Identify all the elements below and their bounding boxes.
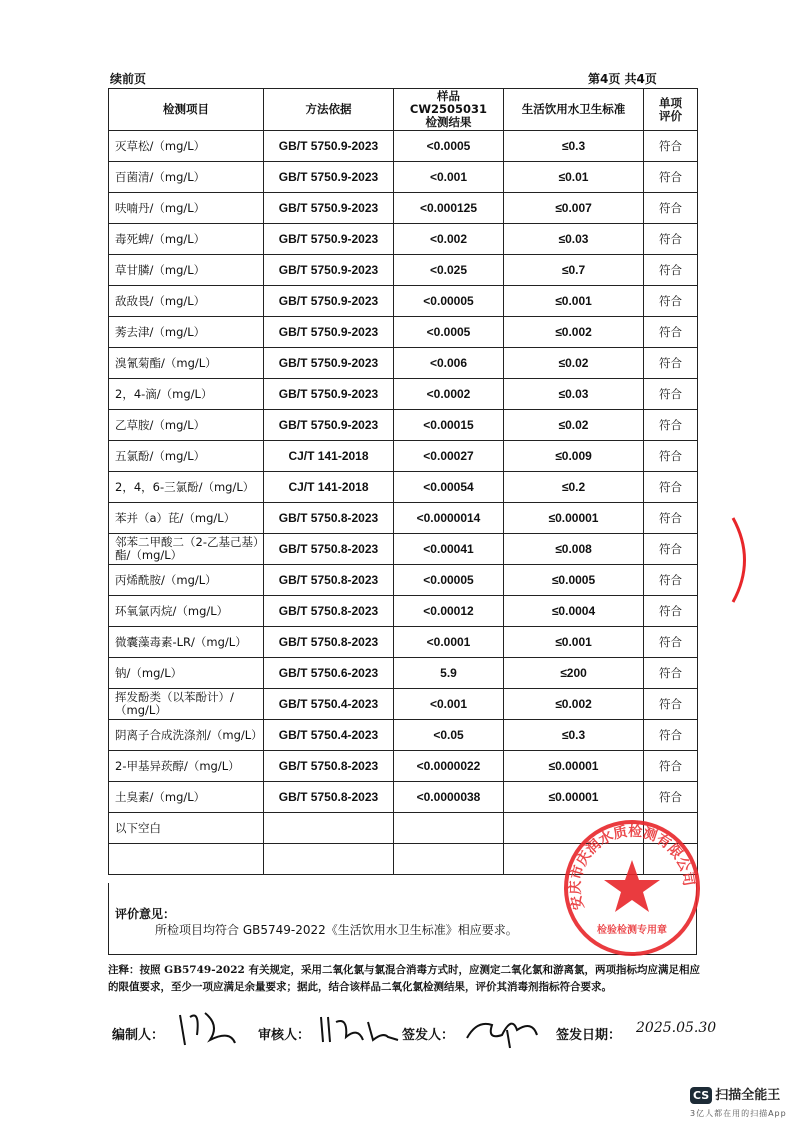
table-cell-meth: GB/T 5750.9-2023 [264, 162, 394, 193]
table-cell-std: ≤0.00001 [504, 503, 644, 534]
table-cell-std: ≤0.3 [504, 720, 644, 751]
table-cell-res: <0.0005 [394, 131, 504, 162]
svg-text:检验检测专用章: 检验检测专用章 [597, 925, 667, 936]
note-text: 注释：按照 GB5749-2022 有关规定，采用二氧化氯与氯混合消毒方式时，应测定二氧化氯和游离氯，两项指标均应满足相应的限值要求，至少一项应满足余量要求；据此，结合该样品二氧化氯检测结果，评价其消毒剂指标符合要求。 [108, 964, 700, 993]
table-cell-res: <0.0000022 [394, 751, 504, 782]
table-cell-meth: GB/T 5750.9-2023 [264, 131, 394, 162]
table-cell-std: ≤0.02 [504, 410, 644, 441]
table-row [109, 627, 698, 658]
table-row [109, 162, 698, 193]
table-row [109, 720, 698, 751]
table-cell-meth: GB/T 5750.9-2023 [264, 286, 394, 317]
table-cell-eval: 符合 [644, 255, 698, 286]
table-cell-item: 微囊藻毒素-LR/（mg/L） [109, 627, 264, 658]
table-cell-eval: 符合 [644, 658, 698, 689]
table-cell-res [394, 844, 504, 875]
table-cell-std: ≤0.007 [504, 193, 644, 224]
table-cell-std: ≤0.009 [504, 441, 644, 472]
table-cell-item: 苯并（a）芘/（mg/L） [109, 503, 264, 534]
table-cell-res: <0.00012 [394, 596, 504, 627]
table-cell-res: <0.001 [394, 162, 504, 193]
table-cell-meth: GB/T 5750.9-2023 [264, 193, 394, 224]
reviewer-label: 审核人： [258, 1028, 311, 1043]
table-cell-eval: 符合 [644, 317, 698, 348]
table-cell-eval: 符合 [644, 162, 698, 193]
table-cell-eval: 符合 [644, 720, 698, 751]
camscanner-logo: CS [690, 1087, 712, 1104]
table-row [109, 255, 698, 286]
table-row [109, 782, 698, 813]
table-cell-meth: GB/T 5750.6-2023 [264, 658, 394, 689]
table-cell-eval: 符合 [644, 410, 698, 441]
issuer-signature [462, 1010, 542, 1050]
table-cell-std: ≤0.3 [504, 131, 644, 162]
table-cell-std: ≤0.002 [504, 689, 644, 720]
table-row [109, 534, 698, 565]
table-cell-meth: GB/T 5750.8-2023 [264, 627, 394, 658]
table-cell-item: 敌敌畏/（mg/L） [109, 286, 264, 317]
table-cell-std: ≤0.7 [504, 255, 644, 286]
table-cell-std: ≤0.0004 [504, 596, 644, 627]
table-row [109, 348, 698, 379]
table-cell-eval: 符合 [644, 782, 698, 813]
column-header: 检测项目 [109, 89, 264, 131]
table-cell-res: <0.00015 [394, 410, 504, 441]
official-stamp [562, 818, 702, 958]
table-cell-meth: GB/T 5750.8-2023 [264, 751, 394, 782]
table-cell-eval: 符合 [644, 751, 698, 782]
table-cell-meth: GB/T 5750.9-2023 [264, 255, 394, 286]
editor-signature [175, 1005, 245, 1050]
table-row [109, 472, 698, 503]
continued-label: 续前页 [110, 72, 147, 86]
table-cell-res: <0.001 [394, 689, 504, 720]
table-cell-meth: GB/T 5750.9-2023 [264, 317, 394, 348]
table-cell-eval: 符合 [644, 596, 698, 627]
table-row [109, 224, 698, 255]
table-cell-eval: 符合 [644, 224, 698, 255]
table-cell-eval: 符合 [644, 565, 698, 596]
seam-stamp-mark [728, 515, 758, 605]
table-cell-item: 2-甲基异莰醇/（mg/L） [109, 751, 264, 782]
table-cell-res: <0.0005 [394, 317, 504, 348]
table-row [109, 689, 698, 720]
table-cell-std: ≤0.001 [504, 627, 644, 658]
table-cell-res [394, 813, 504, 844]
table-cell-meth: GB/T 5750.4-2023 [264, 720, 394, 751]
table-row [109, 441, 698, 472]
table-cell-res: <0.002 [394, 224, 504, 255]
table-cell-item: 阴离子合成洗涤剂/（mg/L） [109, 720, 264, 751]
table-cell-item: 灭草松/（mg/L） [109, 131, 264, 162]
svg-text:安庆市庆润水质检测有限公司: 安庆市庆润水质检测有限公司 [567, 823, 697, 912]
table-cell-item: 钠/（mg/L） [109, 658, 264, 689]
table-cell-res: <0.00005 [394, 286, 504, 317]
table-cell-eval: 符合 [644, 627, 698, 658]
table-cell-item: 2，4-滴/（mg/L） [109, 379, 264, 410]
table-cell-item: 莠去津/（mg/L） [109, 317, 264, 348]
table-cell-res: <0.025 [394, 255, 504, 286]
table-cell-item: 溴氰菊酯/（mg/L） [109, 348, 264, 379]
editor-label: 编制人： [112, 1028, 165, 1043]
table-row [109, 410, 698, 441]
table-cell-res: <0.0001 [394, 627, 504, 658]
table-cell-eval: 符合 [644, 503, 698, 534]
table-cell-meth: GB/T 5750.9-2023 [264, 410, 394, 441]
table-cell-eval: 符合 [644, 472, 698, 503]
table-cell-item: 草甘膦/（mg/L） [109, 255, 264, 286]
table-cell-std: ≤0.01 [504, 162, 644, 193]
table-row [109, 286, 698, 317]
date-label: 签发日期： [556, 1028, 622, 1043]
table-cell-item: 呋喃丹/（mg/L） [109, 193, 264, 224]
table-cell-std: ≤0.2 [504, 472, 644, 503]
table-cell-item: 毒死蜱/（mg/L） [109, 224, 264, 255]
table-cell-res: <0.0000014 [394, 503, 504, 534]
table-row [109, 193, 698, 224]
table-row [109, 317, 698, 348]
table-cell-item: 百菌清/（mg/L） [109, 162, 264, 193]
table-cell-res: <0.05 [394, 720, 504, 751]
table-cell-meth: GB/T 5750.9-2023 [264, 224, 394, 255]
table-cell-item: 丙烯酰胺/（mg/L） [109, 565, 264, 596]
table-row [109, 131, 698, 162]
table-cell-eval: 符合 [644, 534, 698, 565]
table-cell-meth: GB/T 5750.8-2023 [264, 565, 394, 596]
table-row [109, 379, 698, 410]
table-cell-res: <0.00041 [394, 534, 504, 565]
table-cell-meth: GB/T 5750.4-2023 [264, 689, 394, 720]
table-cell-res: <0.00054 [394, 472, 504, 503]
table-cell-eval: 符合 [644, 441, 698, 472]
evaluation-text: 所检项目均符合 GB5749-2022《生活饮用水卫生标准》相应要求。 [155, 923, 518, 937]
table-cell-item: 土臭素/（mg/L） [109, 782, 264, 813]
table-cell-item: 五氯酚/（mg/L） [109, 441, 264, 472]
table-cell-std: ≤0.03 [504, 224, 644, 255]
table-cell-item: 2，4，6-三氯酚/（mg/L） [109, 472, 264, 503]
table-cell-item: 环氧氯丙烷/（mg/L） [109, 596, 264, 627]
table-cell-eval: 符合 [644, 286, 698, 317]
table-cell-std: ≤0.0005 [504, 565, 644, 596]
watermark-name: 扫描全能王 [715, 1088, 781, 1103]
table-cell-std: ≤0.002 [504, 317, 644, 348]
table-cell-res: 5.9 [394, 658, 504, 689]
column-header: 单项 评价 [644, 89, 698, 131]
table-row [109, 751, 698, 782]
scanner-watermark [690, 1084, 787, 1119]
table-cell-res: <0.00027 [394, 441, 504, 472]
table-cell-res: <0.00005 [394, 565, 504, 596]
table-cell-std: ≤0.00001 [504, 782, 644, 813]
issue-date: 2025.05.30 [636, 1020, 717, 1036]
table-cell-meth: GB/T 5750.8-2023 [264, 596, 394, 627]
table-cell-item: 邻苯二甲酸二（2-乙基己基）酯/（mg/L） [109, 534, 264, 565]
table-cell-std: ≤0.02 [504, 348, 644, 379]
table-row [109, 658, 698, 689]
table-cell-meth: CJ/T 141-2018 [264, 441, 394, 472]
table-row [109, 596, 698, 627]
column-header: 方法依据 [264, 89, 394, 131]
table-cell-meth: GB/T 5750.8-2023 [264, 503, 394, 534]
table-cell-meth: GB/T 5750.9-2023 [264, 348, 394, 379]
table-cell-res: <0.000125 [394, 193, 504, 224]
table-cell-res: <0.0002 [394, 379, 504, 410]
column-header: 生活饮用水卫生标准 [504, 89, 644, 131]
table-cell-item: 挥发酚类（以苯酚计）/（mg/L） [109, 689, 264, 720]
table-cell-meth: CJ/T 141-2018 [264, 472, 394, 503]
column-header: 样品 CW2505031 检测结果 [394, 89, 504, 131]
table-cell-item [109, 844, 264, 875]
table-cell-std: ≤0.03 [504, 379, 644, 410]
reviewer-signature [318, 1012, 400, 1047]
page-number: 第4页 共4页 [588, 72, 657, 86]
table-cell-res: <0.006 [394, 348, 504, 379]
table-cell-std: ≤200 [504, 658, 644, 689]
table-cell-meth: GB/T 5750.8-2023 [264, 782, 394, 813]
table-cell-item: 以下空白 [109, 813, 264, 844]
table-cell-eval: 符合 [644, 379, 698, 410]
table-cell-std: ≤0.001 [504, 286, 644, 317]
table-cell-std: ≤0.00001 [504, 751, 644, 782]
table-cell-eval: 符合 [644, 689, 698, 720]
issuer-label: 签发人： [402, 1028, 455, 1043]
table-cell-meth: GB/T 5750.8-2023 [264, 534, 394, 565]
table-row [109, 503, 698, 534]
table-cell-item: 乙草胺/（mg/L） [109, 410, 264, 441]
table-cell-meth [264, 813, 394, 844]
table-row [109, 565, 698, 596]
table-cell-eval: 符合 [644, 348, 698, 379]
results-table [108, 88, 698, 875]
table-cell-meth [264, 844, 394, 875]
watermark-slogan: 3亿人都在用的扫描App [690, 1109, 787, 1118]
table-cell-eval: 符合 [644, 131, 698, 162]
table-cell-res: <0.0000038 [394, 782, 504, 813]
evaluation-title: 评价意见： [115, 907, 176, 921]
table-cell-meth: GB/T 5750.9-2023 [264, 379, 394, 410]
table-cell-std: ≤0.008 [504, 534, 644, 565]
table-cell-eval: 符合 [644, 193, 698, 224]
